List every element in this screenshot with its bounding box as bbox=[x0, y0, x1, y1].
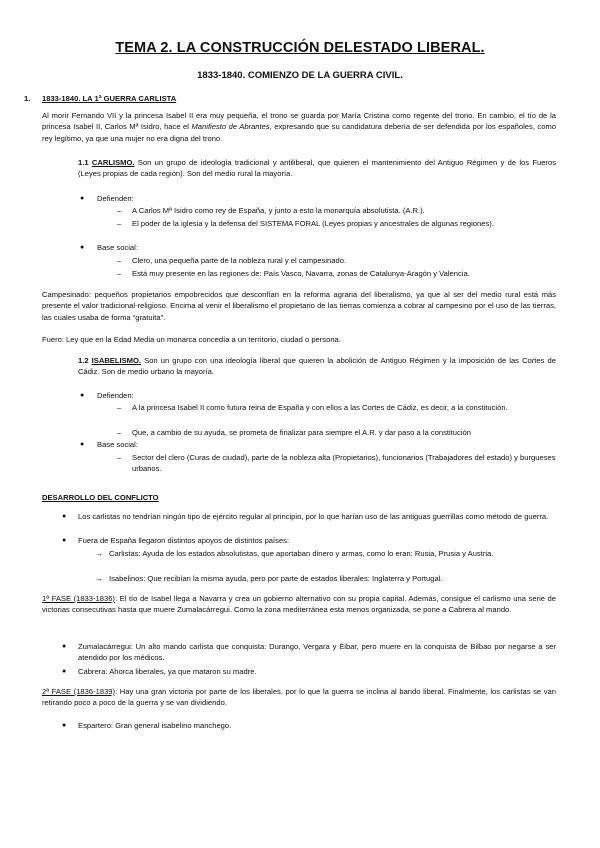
fase-2-label: 2ª FASE (1836-1839) bbox=[42, 687, 116, 696]
desarrollo-bullet-2: Fuera de España llegaron distintos apoyos de distintos países: bbox=[78, 536, 290, 545]
right-arrow-icon: → bbox=[95, 574, 103, 583]
page-subtitle: 1833-1840. COMIENZO DE LA GUERRA CIVIL. bbox=[197, 70, 403, 81]
carlismo-paragraph bbox=[78, 157, 556, 180]
right-arrow-icon: → bbox=[95, 549, 103, 558]
carlismo-defienden-2: El poder de la iglesia y la defensa del SISTEMA FORAL (Leyes propias y ancestrales de algunas regiones). bbox=[132, 219, 494, 228]
bullet-icon: ● bbox=[80, 195, 85, 202]
carlismo-base-1: Clero, una pequeña parte de la nobleza rural y el campesinado. bbox=[132, 256, 347, 265]
bullet-icon: ● bbox=[62, 537, 67, 544]
desarrollo-bullet-1: Los carlistas no tendrían ningún tipo de ejército regular al principio, por lo que harían uso de las antiguas guerrillas como método de guerra. bbox=[78, 512, 549, 521]
isabelismo-number: 1.2 bbox=[78, 356, 89, 365]
fase-2-text: : Hay una gran victoria por parte de los liberales, por lo que la guerra se inclina al bando liberal. Finalmente, los carlistas se van retirando poco a poco de la guerra y se van dividiendo. bbox=[42, 687, 557, 708]
bullet-icon: ● bbox=[62, 643, 67, 650]
carlismo-number: 1.1 bbox=[78, 158, 89, 167]
carlismo-text: Son un grupo de ideología tradicional y antiliberal, que quieren el mantenimiento del Antiguo Régimen y de los Fueros (Leyes propias de cada región). Son del medio rural la mayoría. bbox=[78, 158, 556, 179]
dash-icon: – bbox=[117, 219, 122, 228]
bullet-icon: ● bbox=[80, 441, 85, 448]
carlismo-base-2: Está muy presente en las regiones de: País Vasco, Navarra, zonas de Catalunya-Aragón y Valencia. bbox=[132, 269, 470, 278]
fase-2-bullet-1: Espartero: Gran general isabelino manchego. bbox=[78, 721, 232, 730]
bullet-icon: ● bbox=[62, 513, 67, 520]
carlismo-base-label: Base social: bbox=[97, 243, 138, 252]
fase-1-paragraph bbox=[42, 593, 556, 616]
dash-icon: – bbox=[117, 206, 122, 215]
apoyo-carlistas: Carlistas: Ayuda de los estados absolutistas, que aportaban dinero y armas, como lo eran: Rusia, Prusia y Austria. bbox=[109, 549, 494, 558]
dash-icon: – bbox=[117, 453, 122, 462]
apoyo-isabelinos: Isabelinos: Que recibían la misma ayuda, pero por parte de estados liberales: Inglaterra y Portugal. bbox=[109, 574, 443, 583]
fase-1-bullet-2: Cabrera: Ahorca liberales, ya que mataron su madre. bbox=[78, 667, 257, 676]
isabelismo-text: Son un grupo con una ideología liberal que quieren la abolición de Antiguo Régimen y la imposición de las Cortes de Cádiz. Son de medio urbano la mayoría. bbox=[78, 356, 556, 377]
fase-1-text: : El tío de Isabel llega a Navarra y crea un gobierno alternativo con su propia capital. Además, consigue el carlismo una serie de victorias consecutivas hasta que muere Zumalacárregui. Como la zona mediterránea esta menos organizada, se pone a Cabrera al mando. bbox=[42, 594, 556, 615]
fase-1-label: 1ª FASE (1833-1836) bbox=[42, 594, 115, 603]
isabelismo-base-1: Sector del clero (Curas de ciudad), parte de la nobleza alta (Propietarios), funcionarios (Trabajadores del estado) y burgueses urbanos. bbox=[132, 453, 556, 474]
page-title: TEMA 2. LA CONSTRUCCIÓN DELESTADO LIBERAL. bbox=[115, 40, 485, 56]
section-heading: 1833-1840. LA 1ª GUERRA CARLISTA bbox=[42, 94, 177, 103]
dash-icon: – bbox=[117, 256, 122, 265]
isabelismo-base-label: Base social: bbox=[97, 440, 138, 449]
section-number: 1. bbox=[24, 94, 31, 103]
fase-1-bullet-1: Zumalacárregui: Un alto mando carlista que conquista: Durango, Vergara y Éibar, pero muere en la conquista de Bilbao por negarse a ser atendido por los médicos. bbox=[78, 642, 556, 663]
bullet-icon: ● bbox=[62, 668, 67, 675]
dash-icon: – bbox=[117, 269, 122, 278]
carlismo-defienden-1: A Carlos Mª Isidro como rey de España, y junto a esto la monarquía absolutista. (A.R.). bbox=[132, 206, 425, 215]
bullet-icon: ● bbox=[62, 722, 67, 729]
isabelismo-paragraph bbox=[78, 355, 556, 378]
isabelismo-defienden-1: A la princesa Isabel II como futura reina de España y con ellos a las Cortes de Cádiz, es decir, a la constitución. bbox=[132, 403, 508, 412]
bullet-icon: ● bbox=[80, 244, 85, 251]
isabelismo-label: ISABELISMO. bbox=[91, 356, 142, 365]
intro-paragraph bbox=[42, 110, 556, 144]
carlismo-label: CARLISMO. bbox=[91, 158, 135, 167]
campesinado-paragraph: Campesinado: pequeños propietarios empobrecidos que desconfían en la reforma agraria del liberalismo, ya que al ser del medio rural está más presente el valor tradicional-religioso. Encima al venir el liberalismo el propietario de las tierras comienza a cobrar al campesino por el uso de las tierras, las cuales usaba de forma “gratuita”. bbox=[42, 290, 556, 322]
isabelismo-defienden-2: Que, a cambio de su ayuda, se prometa de finalizar para siempre el A.R. y dar paso a la constitución bbox=[132, 428, 471, 437]
manifiesto-title: Manifiesto de Abrantes bbox=[191, 122, 270, 132]
bullet-icon: ● bbox=[80, 392, 85, 399]
intro-text-a: Al morir Fernando VII y la princesa Isabel II era muy pequeña, el trono se guarda por María Cristina como regente del trono. En cambio, el tío de la princesa Isabel II, Carlos Mª Isidro, hace el bbox=[42, 111, 556, 132]
fase-2-paragraph bbox=[42, 686, 556, 709]
fuero-definition: Fuero: Ley que en la Edad Media un monarca concedía a un territorio, ciudad o persona. bbox=[42, 335, 341, 344]
intro-text-b: , expresando que su candidatura debería de ser defendida por los españoles, como rey legítimo, ya que una mujer no era digna del trono. bbox=[42, 122, 556, 143]
desarrollo-heading: DESARROLLO DEL CONFLICTO bbox=[42, 493, 159, 502]
isabelismo-defienden-label: Defienden: bbox=[97, 391, 134, 400]
dash-icon: – bbox=[117, 403, 122, 412]
carlismo-defienden-label: Defienden: bbox=[97, 194, 134, 203]
dash-icon: – bbox=[117, 428, 122, 437]
